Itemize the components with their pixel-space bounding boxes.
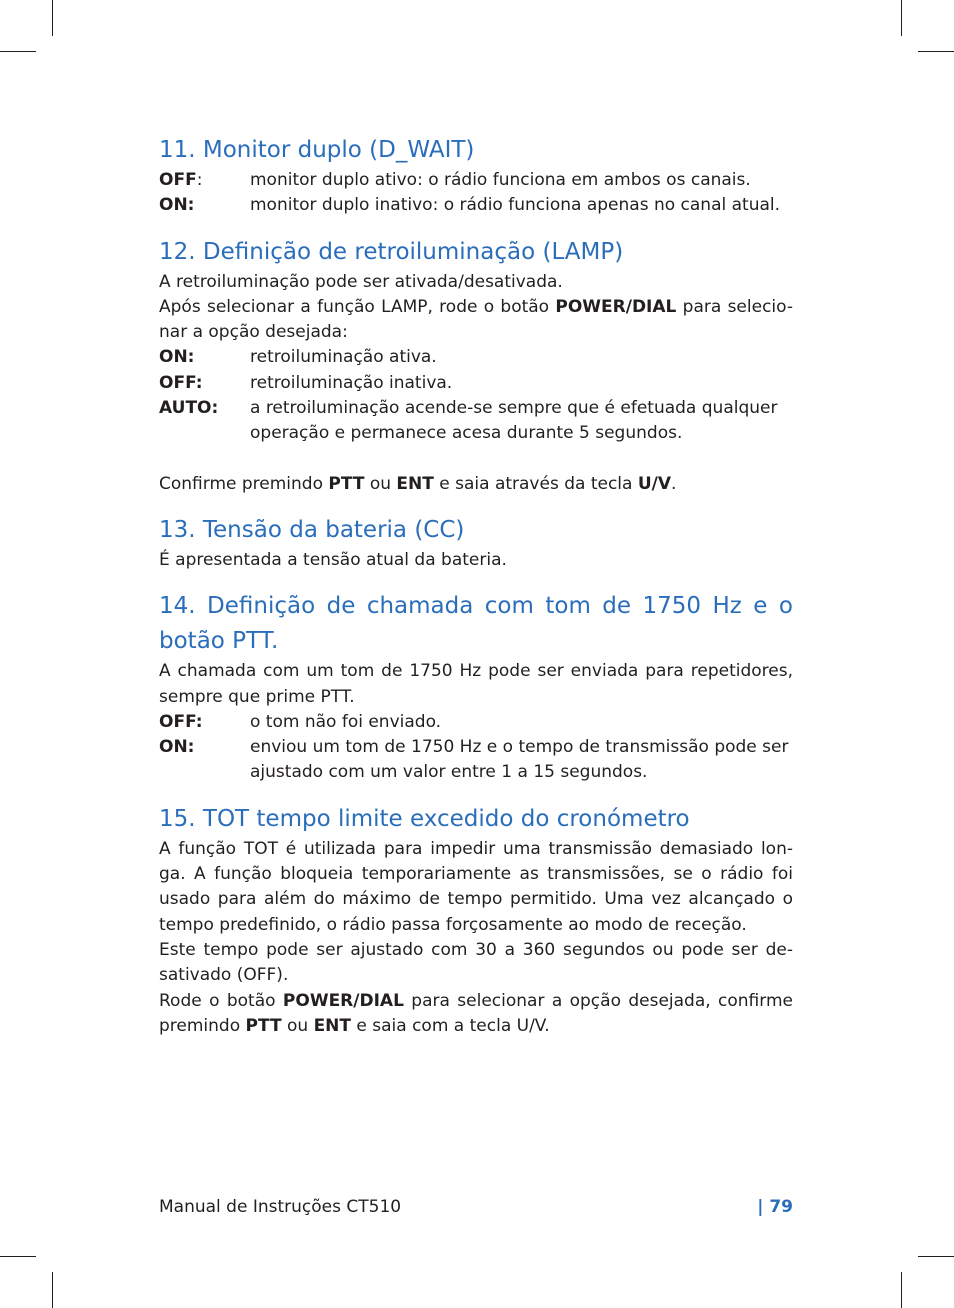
definition-row [159,168,793,193]
crop-mark [52,1272,53,1308]
definition-desc: a retroiluminação acende-se sempre que é efetuada qualquer operação e permanece acesa durante 5 segundos. [250,398,778,444]
definition-desc: retroiluminação inativa. [250,372,453,393]
crop-mark [0,1256,36,1257]
section-13-heading: 13. Tensão da bateria (CC) [159,516,465,543]
paragraph: Este tempo pode ser ajustado com 30 a 360 segundos ou pode ser de-sativado (OFF). [159,939,793,986]
definition-desc: retroiluminação ativa. [250,347,437,368]
page-footer [159,1195,793,1219]
crop-mark [901,1272,902,1308]
manual-title: Manual de Instruções CT510 [159,1197,402,1217]
page-content [159,133,793,1039]
paragraph: A chamada com um tom de 1750 Hz pode ser enviada para repetidores, sempre que prime PTT. [159,661,793,707]
definition-term: OFF: [159,170,203,190]
confirm-paragraph: Confirme premindo PTT ou ENT e saia através da tecla U/V. [159,473,677,494]
definition-row [159,396,793,447]
definition-desc: o tom não foi enviado. [250,711,442,732]
definition-row [159,710,793,735]
definition-row [159,735,793,786]
crop-mark [918,1256,954,1257]
section-12-heading: 12. Definição de retroiluminação (LAMP) [159,238,624,265]
section-14-heading: 14. Definição de chamada com tom de 1750 Hz e o botão PTT. [159,593,793,655]
definition-term: OFF: [159,372,203,393]
definition-row [159,193,793,218]
definition-term: OFF: [159,711,203,732]
crop-mark [918,51,954,52]
paragraph: É apresentada a tensão atual da bateria. [159,549,507,570]
crop-mark [0,51,36,52]
paragraph: Rode o botão POWER/DIAL para selecionar a opção desejada, confirme premindo PTT ou ENT e saia com a tecla U/V. [159,990,793,1036]
paragraph: Após selecionar a função LAMP, rode o botão POWER/DIAL para selecio-nar a opção desejada: [159,296,793,343]
definition-desc: monitor duplo inativo: o rádio funciona apenas no canal atual. [250,195,781,216]
definition-term: ON: [159,347,195,368]
crop-mark [52,0,53,36]
section-15-heading: 15. TOT tempo limite excedido do cronómetro [159,805,690,832]
crop-mark [901,0,902,36]
definition-desc: monitor duplo ativo: o rádio funciona em ambos os canais. [250,170,751,190]
paragraph: A retroiluminação pode ser ativada/desativada. [159,271,563,292]
definition-row [159,345,793,370]
definition-term: ON: [159,737,195,758]
definition-desc: enviou um tom de 1750 Hz e o tempo de transmissão pode ser ajustado com um valor entre 1 a 15 segundos. [250,737,789,783]
paragraph: A função TOT é utilizada para impedir uma transmissão demasiado lon-ga. A função bloqueia temporariamente as transmissões, se o rádio foi usado para além do máximo de tempo permitido. Uma vez alcançado o tempo predefinido, o rádio passa forçosamente ao modo de receção. [159,838,793,935]
section-11-heading: 11. Monitor duplo (D_WAIT) [159,137,475,163]
definition-row [159,371,793,396]
definition-term: AUTO: [159,398,219,419]
definition-term: ON: [159,195,195,216]
page-number: | 79 [757,1197,793,1217]
